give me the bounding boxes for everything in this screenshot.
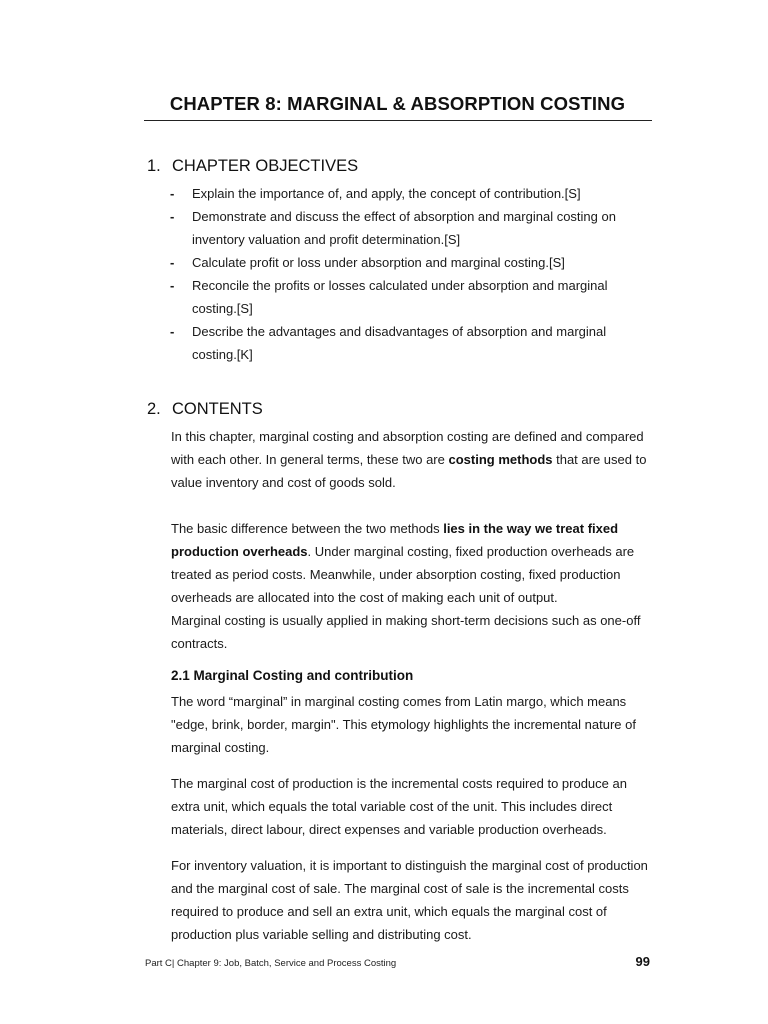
list-item: - Describe the advantages and disadvantages of absorption and marginal costing.[K] — [170, 320, 650, 366]
subsection-paragraph-1: The word “marginal” in marginal costing comes from Latin margo, which means "edge, brink, border, margin". This etymology highlights the incremental nature of marginal costing. — [171, 694, 636, 755]
contents-paragraph-3: Marginal costing is usually applied in making short-term decisions such as one-off contracts. — [171, 613, 641, 651]
emphasis-costing-methods: costing methods — [448, 452, 553, 467]
bullet-dash: - — [170, 186, 175, 201]
bullet-dash: - — [170, 255, 175, 270]
emphasis-fixed-overheads: lies in the way we treat fixed production overheads — [171, 521, 619, 559]
list-item: - Reconcile the profits or losses calculated under absorption and marginal costing.[S] — [170, 274, 650, 320]
list-item: - Calculate profit or loss under absorption and marginal costing.[S] — [170, 251, 650, 274]
page-number: 99 — [635, 954, 650, 969]
bullet-dash: - — [170, 278, 175, 293]
contents-paragraph-2: The basic difference between the two methods lies in the way we treat fixed production overheads. Under marginal costing, fixed production overheads are treated as period costs. Meanwhile, under absorption costing, fixed production overheads are allocated into the cost of making each unit of output. Marginal costing is usually applied in making short-term decisions such as one-off contracts. — [171, 517, 653, 655]
bullet-dash: - — [170, 324, 175, 339]
objectives-list — [170, 182, 650, 366]
section-number: 2. — [147, 400, 161, 418]
page-footer: Part C| Chapter 9: Job, Batch, Service and Process Costing — [145, 958, 397, 969]
section-heading-contents — [147, 400, 263, 419]
chapter-title: CHAPTER 8: MARGINAL & ABSORPTION COSTING — [169, 93, 626, 114]
list-item: - Demonstrate and discuss the effect of absorption and marginal costing on inventory valuation and profit determination.[S] — [170, 205, 650, 251]
contents-paragraph-1: In this chapter, marginal costing and absorption costing are defined and compared with each other. In general terms, these two are costing methods that are used to value inventory and cost of goods sold. — [171, 429, 647, 490]
title-underline — [144, 120, 652, 121]
list-item: - Explain the importance of, and apply, the concept of contribution.[S] — [170, 182, 650, 205]
section-title: CONTENTS — [172, 400, 263, 418]
subsection-paragraph-2: The marginal cost of production is the incremental costs required to produce an extra unit, which equals the total variable cost of the unit. This includes direct materials, direct labour, direct expenses and variable production overheads. — [171, 776, 627, 837]
subsection-paragraph-3: For inventory valuation, it is important to distinguish the marginal cost of production and the marginal cost of sale. The marginal cost of sale is the incremental costs required to produce and sell an extra unit, which equals the marginal cost of production plus variable selling and distributing cost. — [171, 858, 648, 942]
subsection-heading: 2.1 Marginal Costing and contribution — [171, 668, 414, 683]
section-number: 1. — [147, 157, 161, 175]
section-title: CHAPTER OBJECTIVES — [172, 157, 359, 175]
section-heading-objectives — [147, 157, 358, 176]
bullet-dash: - — [170, 209, 175, 224]
